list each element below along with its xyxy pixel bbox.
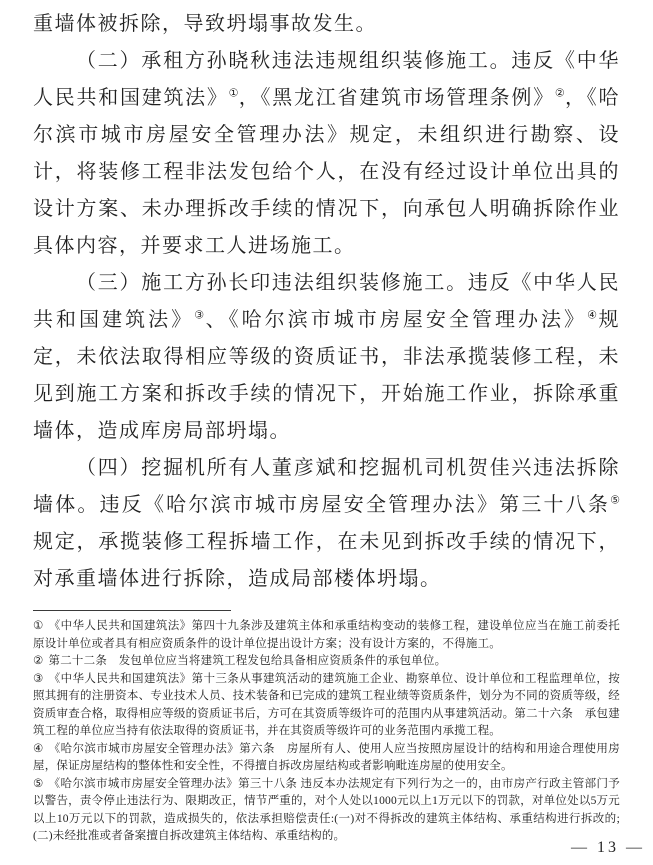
footnote-item — [33, 653, 620, 671]
footnote-item — [33, 741, 620, 776]
body-paragraph — [33, 6, 620, 43]
body-text-run: 规定，承揽装修工程拆墙工作，在未见到拆改手续的情况下，对承重墙体进行拆除，造成局部楼体坍塌。 — [33, 531, 620, 590]
body-text-run: （三）施工方孙长印违法组织装修施工。违反《中华人民共和国建筑法》 — [33, 272, 620, 331]
footnote-marker: ④ — [33, 742, 44, 755]
body-text-run: ，《哈尔滨市城市房屋安全管理办法》规定，未组织进行勘察、设计，将装修工程非法发包给个人，在没有经过设计单位出具的设计方案、未办理拆改手续的情况下，向承包人明确拆除作业具体内容，并要求工人进场施工。 — [33, 87, 620, 257]
body-text-run: 重墙体被拆除，导致坍塌事故发生。 — [33, 13, 377, 35]
footnote-text: 《哈尔滨市城市房屋安全管理办法》第三十八条 违反本办法规定有下列行为之一的，由市房产行政主管部门予以警告，责令停止违法行为、限期改正，情节严重的，对个人处以1000元以上1万元以下的罚款，对单位处以5万元以上10万元以下的罚款，造成损失的，依法承担赔偿责任:(一)对不得拆改的建筑主体结构、承重结构进行拆改的;(二)未经批准或者备案擅自拆改建筑主体结构、承重结构的。 — [33, 777, 620, 842]
footnote-ref: ① — [228, 87, 239, 100]
footnote-ref: ② — [554, 87, 566, 100]
body-paragraphs — [33, 6, 620, 598]
body-paragraph — [33, 450, 620, 598]
body-text-run: （二）承租方孙晓秋违法违规组织装修施工。违反《中华人民共和国建筑法》 — [33, 50, 620, 109]
footnote-text: 《中华人民共和国建筑法》第十三条从事建筑活动的建筑施工企业、勘察单位、设计单位和工程监理单位，按照其拥有的注册资本、专业技术人员、技术装备和已完成的建筑工程业绩等资质条件，划分为不同的资质等级，经资质审查合格，取得相应等级的资质证书后，方可在其资质等级许可的范围内从事建筑活动。第二十六条 承包建筑工程的单位应当持有依法取得的资质证书，并在其资质等级许可的业务范围内承揽工程。 — [33, 672, 620, 737]
footnote-marker: ② — [33, 655, 44, 667]
footnote-marker: ⑤ — [33, 777, 44, 790]
footnote-item — [33, 618, 620, 653]
body-text-run: 、《哈尔滨市城市房屋安全管理办法》 — [205, 309, 588, 331]
footnote-marker: ① — [33, 620, 44, 632]
body-text-run: （四）挖掘机所有人董彦斌和挖掘机司机贺佳兴违法拆除墙体。违反《哈尔滨市城市房屋安全管理办法》第三十八条 — [33, 457, 620, 516]
footnote-ref: ③ — [194, 309, 206, 322]
footnote-text: 《中华人民共和国建筑法》第四十九条涉及建筑主体和承重结构变动的装修工程，建设单位应当在施工前委托原设计单位或者具有相应资质条件的设计单位提出设计方案；没有设计方案的，不得施工。 — [33, 620, 620, 650]
page-number-text: — 13 — — [571, 839, 645, 856]
footnotes-list — [33, 618, 620, 846]
footnote-item — [33, 776, 620, 846]
footnote-marker: ③ — [33, 672, 44, 685]
body-text-run: ，《黑龙江省建筑市场管理条例》 — [238, 87, 555, 109]
footnote-text: 第二十二条 发包单位应当将建筑工程发包给具备相应资质条件的承包单位。 — [48, 655, 447, 667]
footnote-ref: ④ — [587, 309, 599, 322]
page-number — [571, 839, 645, 857]
footnote-text: 《哈尔滨市城市房屋安全管理办法》第六条 房屋所有人、使用人应当按照房屋设计的结构和用途合理使用房屋，保证房屋结构的整体性和安全性，不得擅自拆改房屋结构或者影响毗连房屋的使用安全。 — [33, 742, 620, 772]
footnote-separator — [33, 610, 231, 611]
footnote-item — [33, 671, 620, 741]
body-paragraph — [33, 43, 620, 265]
body-text-run: 规定，未依法取得相应等级的资质证书，非法承揽装修工程，未见到施工方案和拆改手续的情况下，开始施工作业，拆除承重墙体，造成库房局部坍塌。 — [33, 309, 620, 442]
body-paragraph — [33, 265, 620, 450]
footnote-ref: ⑤ — [610, 494, 620, 507]
